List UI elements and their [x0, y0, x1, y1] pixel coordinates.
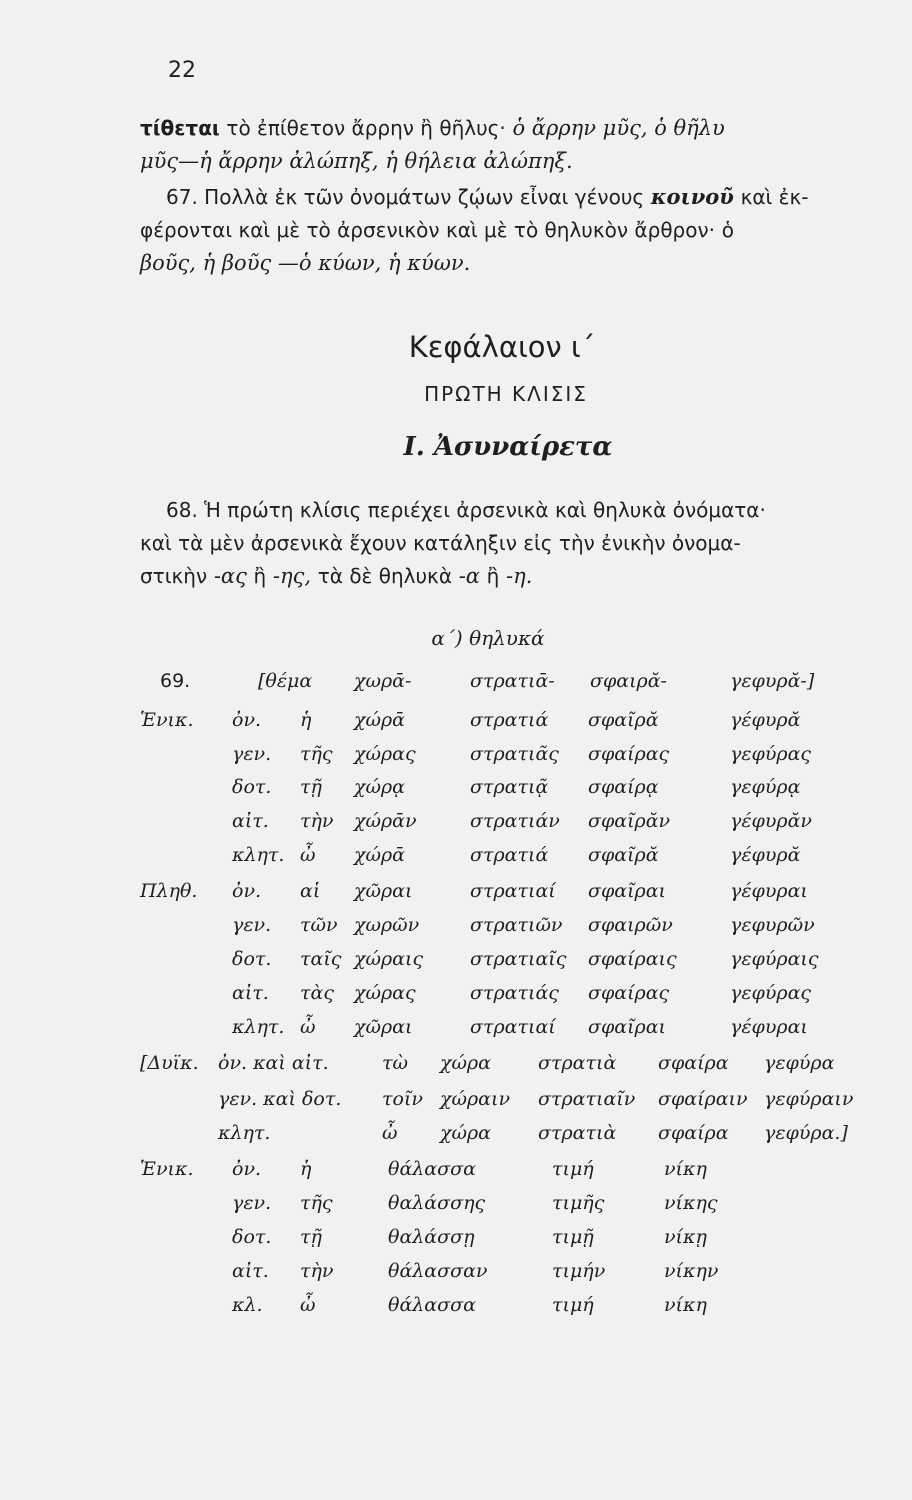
- form-cell: στρατιὰ: [538, 1122, 617, 1144]
- p67-examples: βοῦς, ἡ βοῦς —ὁ κύων, ἡ κύων.: [140, 251, 471, 275]
- table-row: [0, 1158, 912, 1188]
- case-label: γεν.: [232, 1192, 272, 1214]
- form-cell: σφαίραιν: [658, 1088, 748, 1110]
- form-cell: θαλάσσῃ: [388, 1226, 475, 1248]
- article-cell: τῶν: [300, 914, 338, 936]
- table-row: [0, 1192, 912, 1222]
- form-cell: χῶραι: [354, 1016, 413, 1038]
- form-cell: χώρᾱ: [354, 709, 406, 731]
- form-cell: στρατιαί: [470, 1016, 556, 1038]
- number-label: Ἑνικ.: [140, 709, 194, 731]
- dual-row: [0, 1122, 912, 1152]
- form-cell: σφαῖρᾰ: [588, 709, 659, 731]
- form-cell: χώρα: [440, 1122, 492, 1144]
- table-header-row: [0, 670, 912, 700]
- form-cell: σφαιρῶν: [588, 914, 673, 936]
- page-number: 22: [168, 58, 196, 83]
- case-label: κλ.: [232, 1294, 263, 1316]
- form-cell: γέφυρᾰν: [730, 810, 812, 832]
- article-cell: ἡ: [300, 1158, 312, 1180]
- case-label: δοτ.: [232, 776, 272, 798]
- number-label: Πληθ.: [140, 880, 198, 902]
- case-label: ὀν.: [232, 880, 262, 902]
- table-row: [0, 709, 912, 739]
- form-cell: γεφύρας: [730, 743, 812, 765]
- form-cell: τιμήν: [552, 1260, 606, 1282]
- p68-text: στικὴν: [140, 564, 208, 588]
- form-cell: στρατιάν: [470, 810, 560, 832]
- form-cell: γεφύρα: [764, 1052, 835, 1074]
- paragraph-67: [140, 180, 880, 280]
- case-label: ὀν. καὶ αἰτ.: [218, 1052, 329, 1074]
- header-cell: σφαιρᾰ-: [590, 670, 667, 692]
- subsection-title: α΄) θηλυκά: [431, 626, 545, 650]
- form-cell: νίκη: [664, 1158, 707, 1180]
- p68-ending: -α: [458, 564, 480, 588]
- article-cell: τῇ: [300, 776, 322, 798]
- article-cell: αἱ: [300, 880, 321, 902]
- article-cell: τὴν: [300, 1260, 334, 1282]
- p67-text: 67. Πολλὰ ἐκ τῶν ὀνομάτων ζῴων εἶναι γένους: [166, 185, 645, 209]
- form-cell: χώρᾳ: [354, 776, 406, 798]
- form-cell: τιμῆς: [552, 1192, 605, 1214]
- p68-ending: -ας: [213, 564, 247, 588]
- header-cell: γεφυρᾰ-]: [730, 670, 815, 692]
- article-cell: τὴν: [300, 810, 334, 832]
- p68-text: τὰ δὲ θηλυκὰ: [317, 564, 453, 588]
- p67-line2: φέρονται καὶ μὲ τὸ ἀρσενικὸν καὶ μὲ τὸ θηλυκὸν ἄρθρον·: [140, 218, 716, 242]
- form-cell: σφαῖραι: [588, 880, 667, 902]
- case-label: αἰτ.: [232, 810, 269, 832]
- intro-example: ὁ ἄρρην μῦς, ὁ θῆλυ: [512, 116, 725, 140]
- article-cell: τοῖν: [382, 1088, 423, 1110]
- p67-article: ὁ: [721, 218, 734, 242]
- p67-text-end: καὶ ἐκ-: [740, 185, 809, 209]
- article-cell: ὦ: [300, 1294, 316, 1316]
- dual-row: [0, 1088, 912, 1118]
- case-label: αἰτ.: [232, 982, 269, 1004]
- form-cell: θάλασσα: [388, 1158, 476, 1180]
- form-cell: γεφύραις: [730, 948, 819, 970]
- form-cell: στρατιαῖν: [538, 1088, 636, 1110]
- form-cell: σφαίραις: [588, 948, 677, 970]
- form-cell: γέφυρᾰ: [730, 709, 801, 731]
- form-cell: χώραιν: [440, 1088, 511, 1110]
- form-cell: χώρα: [440, 1052, 492, 1074]
- form-cell: χώρας: [354, 743, 416, 765]
- form-cell: στρατιῶν: [470, 914, 563, 936]
- header-cell: [θέμα: [258, 670, 313, 692]
- chapter-title: Κεφάλαιον ι΄: [408, 330, 596, 364]
- p68-ending: -η.: [506, 564, 533, 588]
- table-row: [0, 743, 912, 773]
- form-cell: γέφυραι: [730, 1016, 808, 1038]
- table-row: [0, 1260, 912, 1290]
- form-cell: γεφύρα.]: [764, 1122, 848, 1144]
- form-cell: χώρᾱν: [354, 810, 417, 832]
- form-cell: χώρᾱ: [354, 844, 406, 866]
- p68-ending: -ης,: [272, 564, 312, 588]
- intro-example-line: μῦς—ἡ ἄρρην ἀλώπηξ, ἡ θήλεια ἀλώπηξ.: [140, 149, 573, 173]
- article-cell: τῆς: [300, 743, 333, 765]
- case-label: ὀν.: [232, 709, 262, 731]
- form-cell: τιμή: [552, 1294, 594, 1316]
- table-row: [0, 880, 912, 910]
- case-label: γεν. καὶ δοτ.: [218, 1088, 342, 1110]
- case-label: αἰτ.: [232, 1260, 269, 1282]
- table-row: [0, 914, 912, 944]
- p68-line1: 68. Ἡ πρώτη κλίσις περιέχει ἀρσενικὰ καὶ θηλυκὰ ὀνόματα·: [166, 498, 766, 522]
- form-cell: γεφυρῶν: [730, 914, 815, 936]
- form-cell: χωρῶν: [354, 914, 420, 936]
- form-cell: θαλάσσης: [388, 1192, 486, 1214]
- article-cell: ἡ: [300, 709, 312, 731]
- number-label: [Δυϊκ.: [140, 1052, 199, 1074]
- form-cell: σφαίρα: [658, 1122, 729, 1144]
- p68-line2: καὶ τὰ μὲν ἀρσενικὰ ἔχουν κατάληξιν εἰς τὴν ἐνικὴν ὀνομα-: [140, 531, 741, 555]
- case-label: δοτ.: [232, 1226, 272, 1248]
- form-cell: γέφυρᾰ: [730, 844, 801, 866]
- form-cell: σφαίρας: [588, 743, 670, 765]
- case-label: κλητ.: [218, 1122, 271, 1144]
- header-cell: στρατιᾱ-: [470, 670, 555, 692]
- intro-text: τὸ ἐπίθετον ἄρρην ἢ θῆλυς·: [226, 116, 506, 140]
- form-cell: νίκῃ: [664, 1226, 707, 1248]
- table-row: [0, 982, 912, 1012]
- form-cell: τιμῇ: [552, 1226, 594, 1248]
- form-cell: γέφυραι: [730, 880, 808, 902]
- paragraph-number: 69.: [160, 670, 191, 692]
- case-label: κλητ.: [232, 1016, 285, 1038]
- form-cell: χῶραι: [354, 880, 413, 902]
- article-cell: ὦ: [300, 1016, 316, 1038]
- form-cell: σφαῖρᾰ: [588, 844, 659, 866]
- case-label: κλητ.: [232, 844, 285, 866]
- number-label: Ἑνικ.: [140, 1158, 194, 1180]
- article-cell: τῆς: [300, 1192, 333, 1214]
- p68-or: ἢ: [486, 564, 500, 588]
- form-cell: χώρας: [354, 982, 416, 1004]
- form-cell: γεφύρας: [730, 982, 812, 1004]
- table-row: [0, 948, 912, 978]
- article-cell: ὦ: [300, 844, 316, 866]
- header-cell: χωρᾱ-: [354, 670, 412, 692]
- article-cell: τὼ: [382, 1052, 409, 1074]
- form-cell: σφαῖραι: [588, 1016, 667, 1038]
- form-cell: στρατιαί: [470, 880, 556, 902]
- form-cell: θάλασσα: [388, 1294, 476, 1316]
- form-cell: θάλασσαν: [388, 1260, 488, 1282]
- table-row: [0, 1294, 912, 1324]
- form-cell: σφαίρα: [658, 1052, 729, 1074]
- article-cell: ὦ: [382, 1122, 398, 1144]
- table-row: [0, 844, 912, 874]
- form-cell: στρατιά: [470, 844, 549, 866]
- form-cell: σφαίρας: [588, 982, 670, 1004]
- article-cell: τὰς: [300, 982, 334, 1004]
- form-cell: στρατιὰ: [538, 1052, 617, 1074]
- paragraph-68: [140, 494, 880, 593]
- form-cell: γεφύραιν: [764, 1088, 854, 1110]
- form-cell: νίκη: [664, 1294, 707, 1316]
- intro-word: τίθεται: [140, 116, 220, 140]
- case-label: γεν.: [232, 743, 272, 765]
- section-title: Ι. Ἀσυναίρετα: [403, 432, 613, 462]
- p68-or: ἢ: [253, 564, 267, 588]
- form-cell: νίκην: [664, 1260, 719, 1282]
- article-cell: ταῖς: [300, 948, 342, 970]
- form-cell: στρατιαῖς: [470, 948, 567, 970]
- dual-row: [0, 1052, 912, 1082]
- chapter-subtitle: ΠΡΩΤΗ ΚΛΙΣΙΣ: [424, 382, 588, 406]
- form-cell: σφαίρᾳ: [588, 776, 659, 798]
- table-row: [0, 776, 912, 806]
- case-label: γεν.: [232, 914, 272, 936]
- table-row: [0, 1226, 912, 1256]
- p67-emphasis: κοινοῦ: [650, 184, 734, 209]
- form-cell: γεφύρᾳ: [730, 776, 801, 798]
- table-row: [0, 810, 912, 840]
- article-cell: τῇ: [300, 1226, 322, 1248]
- form-cell: σφαῖρᾰν: [588, 810, 671, 832]
- form-cell: στρατιᾷ: [470, 776, 549, 798]
- form-cell: χώραις: [354, 948, 424, 970]
- case-label: δοτ.: [232, 948, 272, 970]
- case-label: ὀν.: [232, 1158, 262, 1180]
- form-cell: τιμή: [552, 1158, 594, 1180]
- form-cell: στρατιᾶς: [470, 743, 559, 765]
- form-cell: στρατιάς: [470, 982, 559, 1004]
- form-cell: στρατιά: [470, 709, 549, 731]
- table-row: [0, 1016, 912, 1046]
- intro-paragraph: [140, 112, 880, 178]
- form-cell: νίκης: [664, 1192, 718, 1214]
